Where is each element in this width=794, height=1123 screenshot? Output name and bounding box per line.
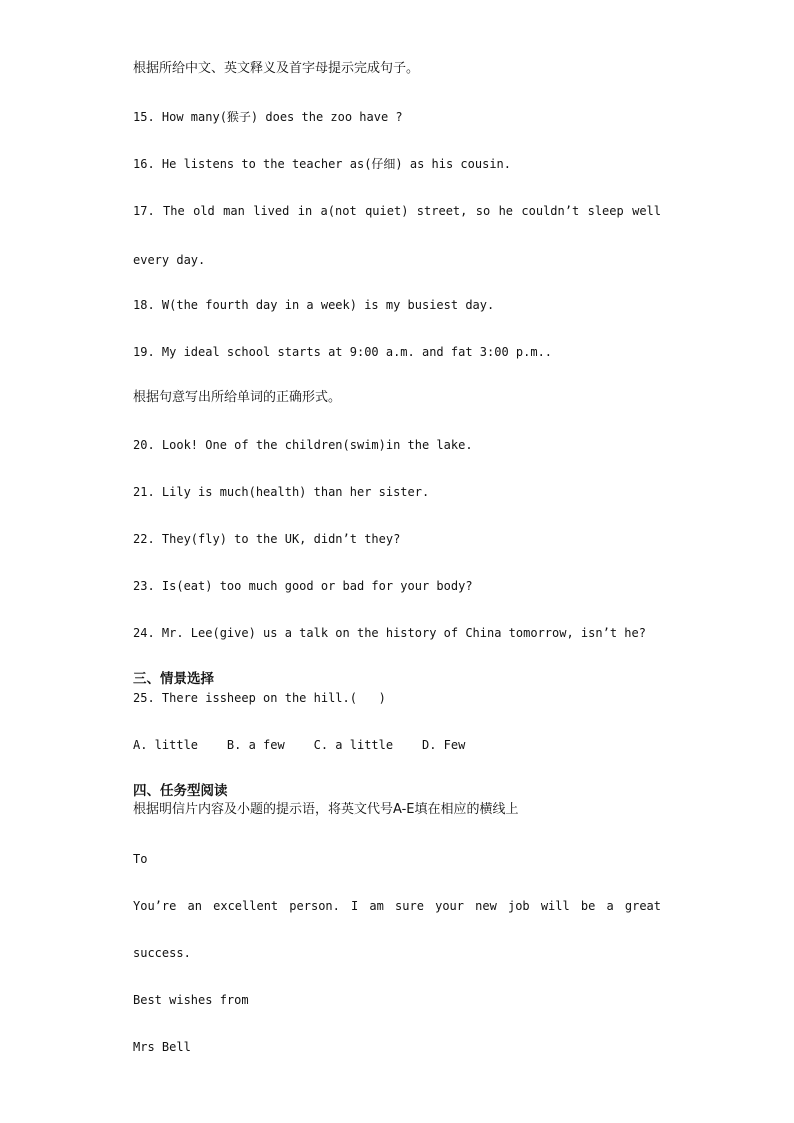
question-23: 23. Is(eat) too much good or bad for your body?: [133, 579, 473, 593]
question-24: 24. Mr. Lee(give) us a talk on the history of China tomorrow, isn’t he?: [133, 626, 646, 640]
question-19: 19. My ideal school starts at 9:00 a.m. and fat 3:00 p.m..: [133, 345, 553, 359]
question-17: 17. The old man lived in a(not quiet) street, so he couldn’t sleep well: [133, 204, 661, 218]
question-16: 16. He listens to the teacher as(仔细) as his cousin.: [133, 157, 512, 171]
section-heading-scenario: 三、情景选择: [133, 671, 214, 687]
postcard-body-line-2: success.: [133, 946, 191, 960]
instruction-postcard: 根据明信片内容及小题的提示语，将英文代号A-E填在相应的横线上: [133, 802, 519, 817]
instruction-complete-sentences: 根据所给中文、英文释义及首字母提示完成句子。: [133, 61, 420, 76]
question-20: 20. Look! One of the children(swim)in the lake.: [133, 438, 473, 452]
instruction-word-forms: 根据句意写出所给单词的正确形式。: [133, 390, 342, 405]
postcard-signature: Mrs Bell: [133, 1040, 191, 1054]
question-25: 25. There issheep on the hill.( ): [133, 691, 386, 705]
postcard-to: To: [133, 852, 148, 866]
question-15: 15. How many(猴子) does the zoo have ?: [133, 110, 403, 124]
question-25-options: A. little B. a few C. a little D. Few: [133, 738, 466, 752]
question-21: 21. Lily is much(health) than her sister.: [133, 485, 430, 499]
question-22: 22. They(fly) to the UK, didn’t they?: [133, 532, 401, 546]
postcard-closing: Best wishes from: [133, 993, 249, 1007]
section-heading-task-reading: 四、任务型阅读: [133, 783, 228, 799]
question-18: 18. W(the fourth day in a week) is my busiest day.: [133, 298, 495, 312]
question-17-continued: every day.: [133, 253, 206, 267]
postcard-body-line-1: You’re an excellent person. I am sure your new job will be a great: [133, 899, 661, 913]
